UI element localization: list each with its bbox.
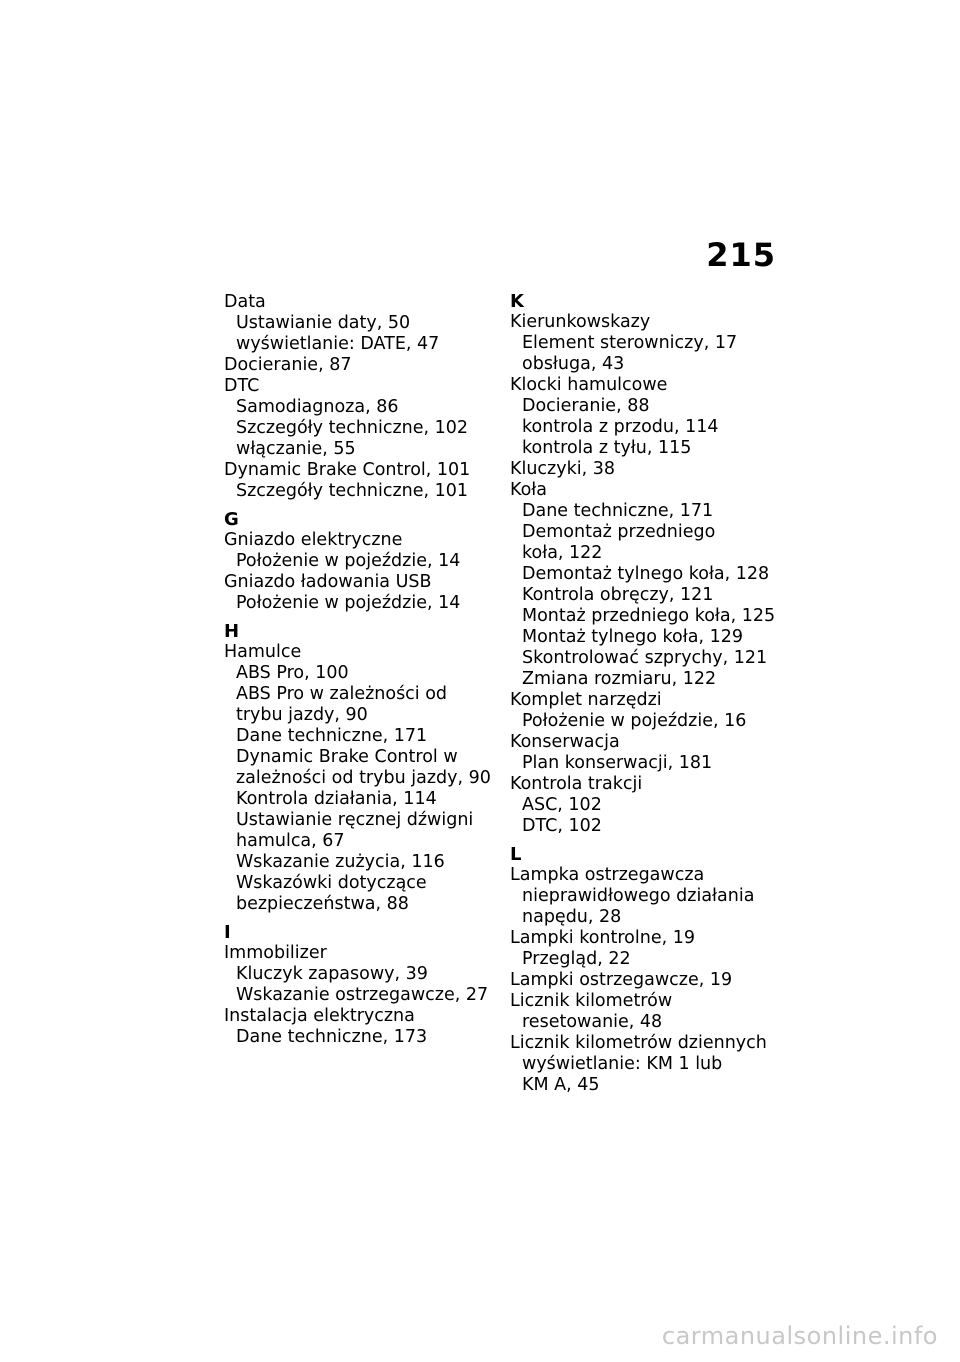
index-subentry: koła, 122 bbox=[522, 543, 603, 563]
index-letter-heading: G bbox=[224, 509, 239, 530]
index-entry: Licznik kilometrów dziennych bbox=[510, 1033, 767, 1053]
index-subentry: ABS Pro, 100 bbox=[236, 663, 349, 683]
index-subentry: Kontrola działania, 114 bbox=[236, 789, 437, 809]
index-subentry: Wskazanie ostrzegawcze, 27 bbox=[236, 985, 489, 1005]
index-subentry: nieprawidłowego działania bbox=[522, 886, 755, 906]
index-subentry: Demontaż tylnego koła, 128 bbox=[522, 564, 770, 584]
index-subentry: Ustawianie daty, 50 bbox=[236, 313, 411, 333]
index-entry: Kontrola trakcji bbox=[510, 774, 643, 794]
index-subentry: Samodiagnoza, 86 bbox=[236, 397, 399, 417]
index-subentry: Położenie w pojeździe, 14 bbox=[236, 551, 461, 571]
index-entry: Koła bbox=[510, 480, 548, 500]
index-entry: Komplet narzędzi bbox=[510, 690, 662, 710]
index-subentry: bezpieczeństwa, 88 bbox=[236, 894, 409, 914]
index-entry: Konserwacja bbox=[510, 732, 620, 752]
index-entry: Gniazdo ładowania USB bbox=[224, 572, 432, 592]
index-subentry: Dynamic Brake Control w bbox=[236, 747, 458, 767]
index-entry: Data bbox=[224, 292, 266, 312]
index-subentry: zależności od trybu jazdy, 90 bbox=[236, 768, 491, 788]
index-subentry: Skontrolować szprychy, 121 bbox=[522, 648, 768, 668]
index-letter-heading: L bbox=[510, 844, 522, 865]
index-subentry: Ustawianie ręcznej dźwigni bbox=[236, 810, 474, 830]
index-entry: DTC bbox=[224, 376, 260, 396]
index-entry: Immobilizer bbox=[224, 943, 327, 963]
index-entry: Gniazdo elektryczne bbox=[224, 530, 403, 550]
index-subentry: kontrola z przodu, 114 bbox=[522, 417, 719, 437]
index-entry: Dynamic Brake Control, 101 bbox=[224, 460, 471, 480]
index-subentry: trybu jazdy, 90 bbox=[236, 705, 368, 725]
index-subentry: Montaż tylnego koła, 129 bbox=[522, 627, 743, 647]
index-subentry: Kontrola obręczy, 121 bbox=[522, 585, 714, 605]
index-subentry: Wskazówki dotyczące bbox=[236, 873, 427, 893]
index-subentry: kontrola z tyłu, 115 bbox=[522, 438, 692, 458]
index-subentry: Szczegóły techniczne, 102 bbox=[236, 418, 469, 438]
index-subentry: Demontaż przedniego bbox=[522, 522, 716, 542]
index-subentry: Przegląd, 22 bbox=[522, 949, 631, 969]
index-subentry: Docieranie, 88 bbox=[522, 396, 650, 416]
page-number: 215 bbox=[706, 236, 776, 274]
index-subentry: wyświetlanie: KM 1 lub bbox=[522, 1054, 723, 1074]
index-subentry: napędu, 28 bbox=[522, 907, 622, 927]
index-entry: Kluczyki, 38 bbox=[510, 459, 615, 479]
index-entry: Lampka ostrzegawcza bbox=[510, 865, 705, 885]
watermark: carmanualsonline.info bbox=[661, 1322, 938, 1350]
index-entry: Docieranie, 87 bbox=[224, 355, 352, 375]
index-subentry: Dane techniczne, 171 bbox=[236, 726, 428, 746]
index-subentry: Położenie w pojeździe, 14 bbox=[236, 593, 461, 613]
index-entry: Kierunkowskazy bbox=[510, 312, 651, 332]
index-subentry: Montaż przedniego koła, 125 bbox=[522, 606, 776, 626]
index-subentry: Dane techniczne, 173 bbox=[236, 1027, 428, 1047]
index-entry: Hamulce bbox=[224, 642, 302, 662]
index-subentry: Szczegóły techniczne, 101 bbox=[236, 481, 469, 501]
index-subentry: resetowanie, 48 bbox=[522, 1012, 663, 1032]
index-subentry: Element sterowniczy, 17 bbox=[522, 333, 738, 353]
index-subentry: DTC, 102 bbox=[522, 816, 602, 836]
index-entry: Instalacja elektryczna bbox=[224, 1006, 415, 1026]
index-letter-heading: K bbox=[510, 291, 524, 312]
index-subentry: Dane techniczne, 171 bbox=[522, 501, 714, 521]
index-entry: Klocki hamulcowe bbox=[510, 375, 668, 395]
index-entry: Lampki ostrzegawcze, 19 bbox=[510, 970, 733, 990]
index-subentry: hamulca, 67 bbox=[236, 831, 345, 851]
index-subentry: ASC, 102 bbox=[522, 795, 602, 815]
index-subentry: Plan konserwacji, 181 bbox=[522, 753, 713, 773]
index-entry: Licznik kilometrów bbox=[510, 991, 673, 1011]
index-subentry: Wskazanie zużycia, 116 bbox=[236, 852, 445, 872]
index-subentry: obsługa, 43 bbox=[522, 354, 625, 374]
index-column-left bbox=[224, 292, 494, 1048]
index-subentry: Położenie w pojeździe, 16 bbox=[522, 711, 747, 731]
index-subentry: Kluczyk zapasowy, 39 bbox=[236, 964, 428, 984]
index-letter-heading: I bbox=[224, 922, 231, 943]
index-subentry: wyświetlanie: DATE, 47 bbox=[236, 334, 440, 354]
index-subentry: włączanie, 55 bbox=[236, 439, 356, 459]
index-subentry: Zmiana rozmiaru, 122 bbox=[522, 669, 717, 689]
index-entry: Lampki kontrolne, 19 bbox=[510, 928, 695, 948]
index-column-right bbox=[510, 292, 790, 1096]
index-subentry: ABS Pro w zależności od bbox=[236, 684, 448, 704]
index-letter-heading: H bbox=[224, 621, 240, 642]
index-subentry: KM A, 45 bbox=[522, 1075, 600, 1095]
